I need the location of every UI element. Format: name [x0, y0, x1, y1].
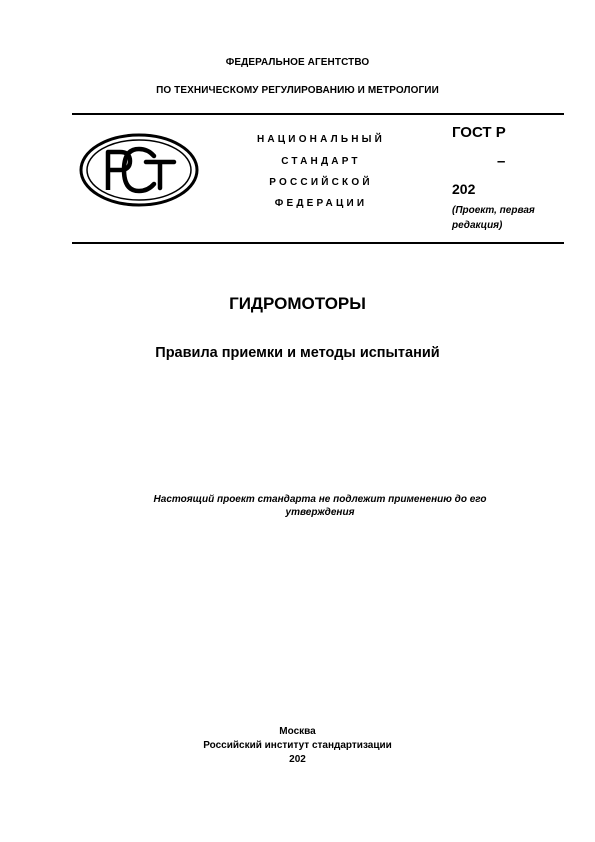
agency-name-line2: ПО ТЕХНИЧЕСКОМУ РЕГУЛИРОВАНИЮ И МЕТРОЛОГИИ: [156, 85, 439, 96]
draft-disclaimer: [100, 493, 540, 519]
gost-designation: ГОСТ Р: [452, 124, 506, 141]
document-subtitle: Правила приемки и методы испытаний: [155, 345, 440, 361]
document-title: ГИДРОМОТОРЫ: [229, 294, 366, 313]
publisher-city: Москва: [279, 726, 316, 737]
agency-name-line1: ФЕДЕРАЛЬНОЕ АГЕНТСТВО: [225, 57, 370, 68]
draft-note-line1: (Проект, первая: [452, 205, 535, 216]
top-divider: [72, 113, 564, 115]
gost-year: 202: [452, 181, 476, 197]
draft-note: [452, 203, 562, 233]
gost-number-dash: –: [497, 153, 506, 170]
draft-note-line2: редакция): [452, 220, 503, 231]
bottom-divider: [72, 242, 564, 244]
standard-type-line1: НАЦИОНАЛЬНЫЙ: [256, 134, 386, 145]
standard-type-line3: РОССИЙСКОЙ: [269, 177, 373, 188]
standard-type-line2: СТАНДАРТ: [281, 156, 361, 167]
standard-type-line4: ФЕДЕРАЦИИ: [274, 198, 368, 209]
disclaimer-line1: Настоящий проект стандарта не подлежит применению до его: [153, 494, 487, 505]
rst-certification-mark-icon: [78, 132, 200, 208]
publisher-name: Российский институт стандартизации: [203, 740, 392, 751]
disclaimer-line2: утверждения: [285, 507, 355, 518]
publication-year: 202: [289, 754, 306, 765]
